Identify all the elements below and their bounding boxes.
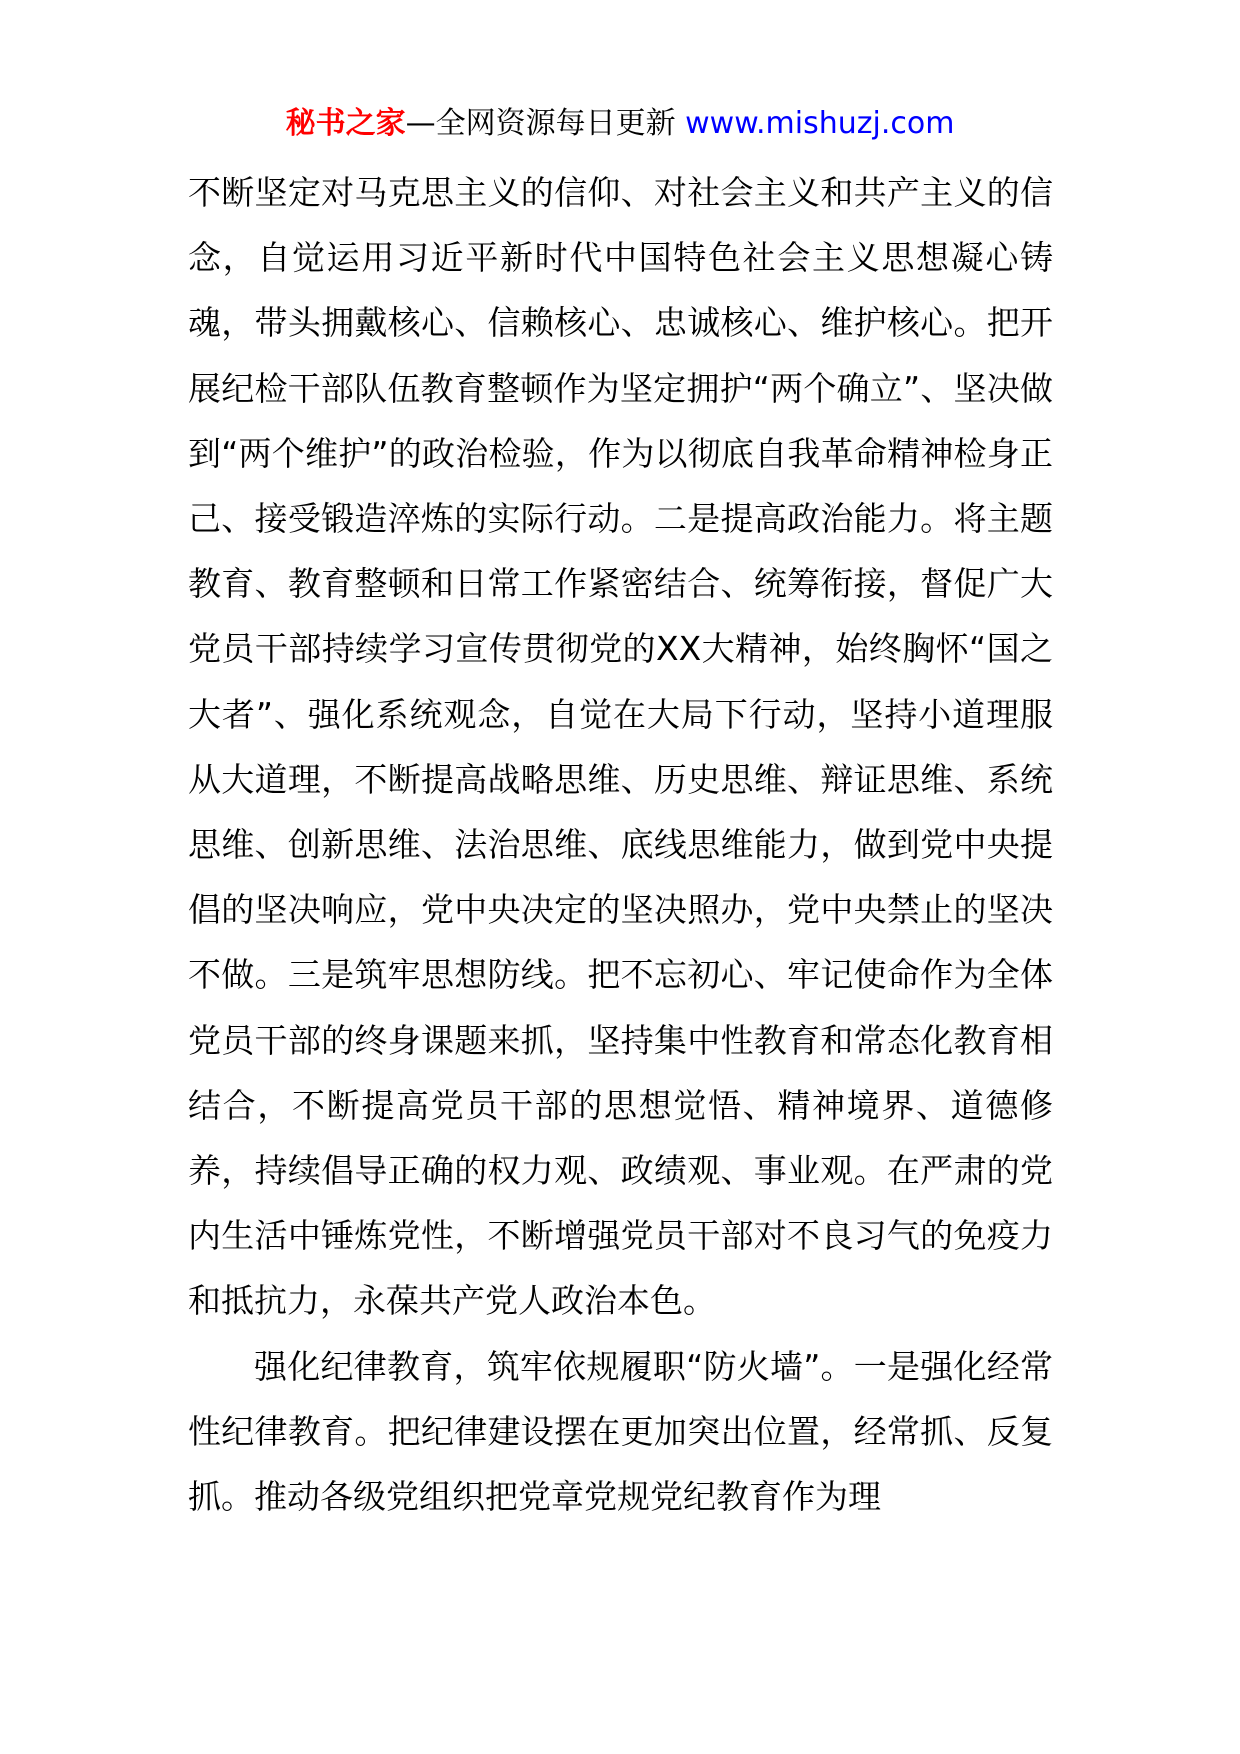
site-url-link[interactable]: www.mishuzj.com: [685, 106, 955, 141]
site-header: [0, 102, 1240, 146]
site-brand: 秘书之家: [285, 106, 406, 141]
document-body: [188, 160, 1053, 1529]
paragraph-2: 强化纪律教育，筑牢依规履职“防火墙”。一是强化经常性纪律教育。把纪律建设摆在更加突出位置，经常抓、反复抓。推动各级党组织把党章党规党纪教育作为理: [188, 1346, 1053, 1517]
paragraph-1: 不断坚定对马克思主义的信仰、对社会主义和共产主义的信念，自觉运用习近平新时代中国特色社会主义思想凝心铸魂，带头拥戴核心、信赖核心、忠诚核心、维护核心。把开展纪检干部队伍教育整顿作为坚定拥护“两个确立”、坚决做到“两个维护”的政治检验，作为以彻底自我革命精神检身正己、接受锻造淬炼的实际行动。二是提高政治能力。将主题教育、教育整顿和日常工作紧密结合、统筹衔接，督促广大党员干部持续学习宣传贯彻党的XX大精神，始终胸怀“国之大者”、强化系统观念，自觉在大局下行动，坚持小道理服从大道理，不断提高战略思维、历史思维、辩证思维、系统思维、创新思维、法治思维、底线思维能力，做到党中央提倡的坚决响应，党中央决定的坚决照办，党中央禁止的坚决不做。三是筑牢思想防线。把不忘初心、牢记使命作为全体党员干部的终身课题来抓，坚持集中性教育和常态化教育相结合，不断提高党员干部的思想觉悟、精神境界、道德修养，持续倡导正确的权力观、政绩观、事业观。在严肃的党内生活中锤炼党性，不断增强党员干部对不良习气的免疫力和抵抗力，永葆共产党人政治本色。: [188, 173, 1053, 1321]
site-tagline: —全网资源每日更新: [405, 106, 676, 141]
